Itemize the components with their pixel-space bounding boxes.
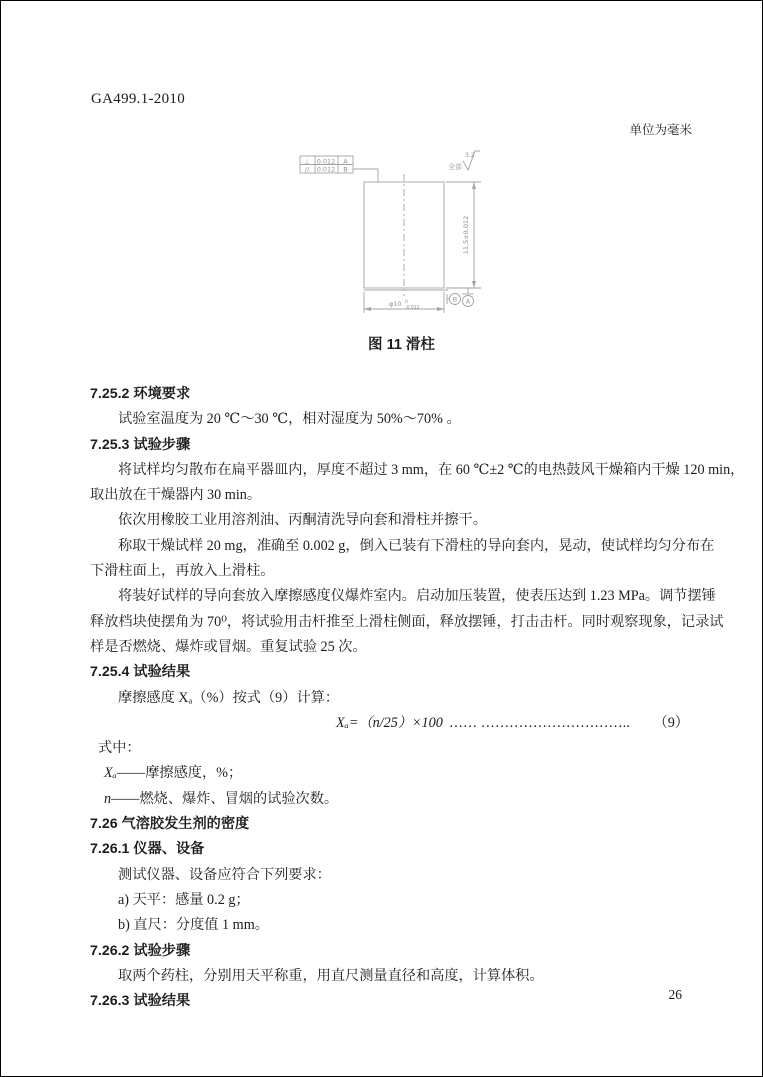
text-line: 式中：: [98, 740, 141, 757]
fcf-datum-1: A: [343, 157, 348, 166]
section-heading: 7.26.1 仪器、设备: [90, 841, 205, 858]
diameter-tol-upper: 0: [405, 300, 408, 305]
fcf-leader: [353, 169, 378, 182]
text-line: 测试仪器、设备应符合下列要求：: [118, 866, 331, 883]
section-heading: 7.26 气溶胶发生剂的密度: [90, 816, 250, 833]
text-line: 样是否燃烧、爆炸或冒烟。重复试验 25 次。: [90, 638, 367, 655]
equation-number: （9）: [653, 714, 689, 731]
fcf-datum-2: B: [343, 165, 348, 174]
surface-roughness-value: 3.2: [465, 152, 475, 159]
text-line: 依次用橡胶工业用溶剂油、丙酮清洗导向套和滑柱并擦干。: [118, 512, 487, 529]
text-line: 下滑柱面上，再放入上滑柱。: [90, 563, 275, 580]
equation: [90, 711, 691, 736]
fcf-tol-1: 0.012: [316, 157, 336, 166]
equation-expression: Xₐ=（n/25）×100: [336, 714, 443, 731]
datum-a-label: A: [465, 297, 471, 306]
section-heading: 7.26.2 试验步骤: [90, 942, 191, 959]
diameter-tol-lower: -0.012: [405, 305, 420, 311]
figure-caption: 图 11 滑柱: [368, 337, 435, 353]
text-line: 摩擦感度 Xₐ（%）按式（9）计算：: [118, 689, 340, 706]
section-heading: 7.25.3 试验步骤: [90, 436, 191, 453]
section-heading: 7.25.4 试验结果: [90, 664, 191, 681]
unit-note: 单位为毫米: [629, 123, 692, 137]
variable-description: ——摩擦感度，%；: [116, 765, 243, 782]
drawing-lines: [300, 151, 481, 313]
diameter-dim-text: φ10: [389, 300, 402, 308]
text-line: 取出放在干燥器内 30 min。: [90, 487, 262, 504]
text-line: a) 天平：感量 0.2 g；: [118, 891, 250, 908]
dim-arrows: [364, 182, 476, 311]
text-line: 释放档块使摆角为 70⁰，将试验用击杆推至上滑柱侧面，释放摆锤，打击击杆。同时观察现象，记录试: [90, 613, 724, 630]
figure-drawing: [289, 145, 504, 323]
datum-b-label: B: [452, 295, 458, 304]
section-heading: 7.26.3 试验结果: [90, 993, 191, 1010]
text-line: [90, 787, 691, 812]
text-line: 试验室温度为 20 ℃～30 ℃，相对湿度为 50%～70% 。: [118, 411, 461, 428]
variable-symbol: Xₐ: [104, 765, 117, 782]
surface-note: 全部: [448, 163, 462, 171]
text-line: [90, 761, 691, 786]
fcf-symbol-2: //: [304, 165, 310, 174]
text-flow: [90, 382, 745, 1014]
text-line: 将试样均匀散布在扁平器皿内，厚度不超过 3 mm，在 60 ℃±2 ℃的电热鼓风干燥箱内干燥 120 min，: [118, 461, 745, 478]
text-line: 将装好试样的导向套放入摩擦感度仪爆炸室内。启动加压装置，使表压达到 1.23 MPa。调节摆锤: [118, 588, 716, 605]
drawing-text: [304, 152, 475, 311]
text-line: b) 直尺：分度值 1 mm。: [118, 917, 269, 934]
section-heading: 7.25.2 环境要求: [90, 386, 191, 402]
page-number: 26: [668, 987, 682, 1002]
height-dim-text: 11.5±0.012: [462, 215, 470, 255]
variable-symbol: n: [104, 790, 112, 807]
text-line: 称取干燥试样 20 mg，准确至 0.002 g，倒入已装有下滑柱的导向套内，晃动，使试样均匀分布在: [118, 537, 715, 554]
variable-description: ——燃烧、爆炸、冒烟的试验次数。: [111, 790, 339, 807]
text-line: 取两个药柱，分别用天平称重，用直尺测量直径和高度，计算体积。: [118, 967, 544, 984]
equation-dots: …… …………………………..: [448, 714, 630, 731]
fcf-symbol-1: ⊥: [304, 157, 310, 166]
doc-code: GA499.1-2010: [91, 91, 186, 107]
fcf-tol-2: 0.012: [316, 165, 336, 174]
